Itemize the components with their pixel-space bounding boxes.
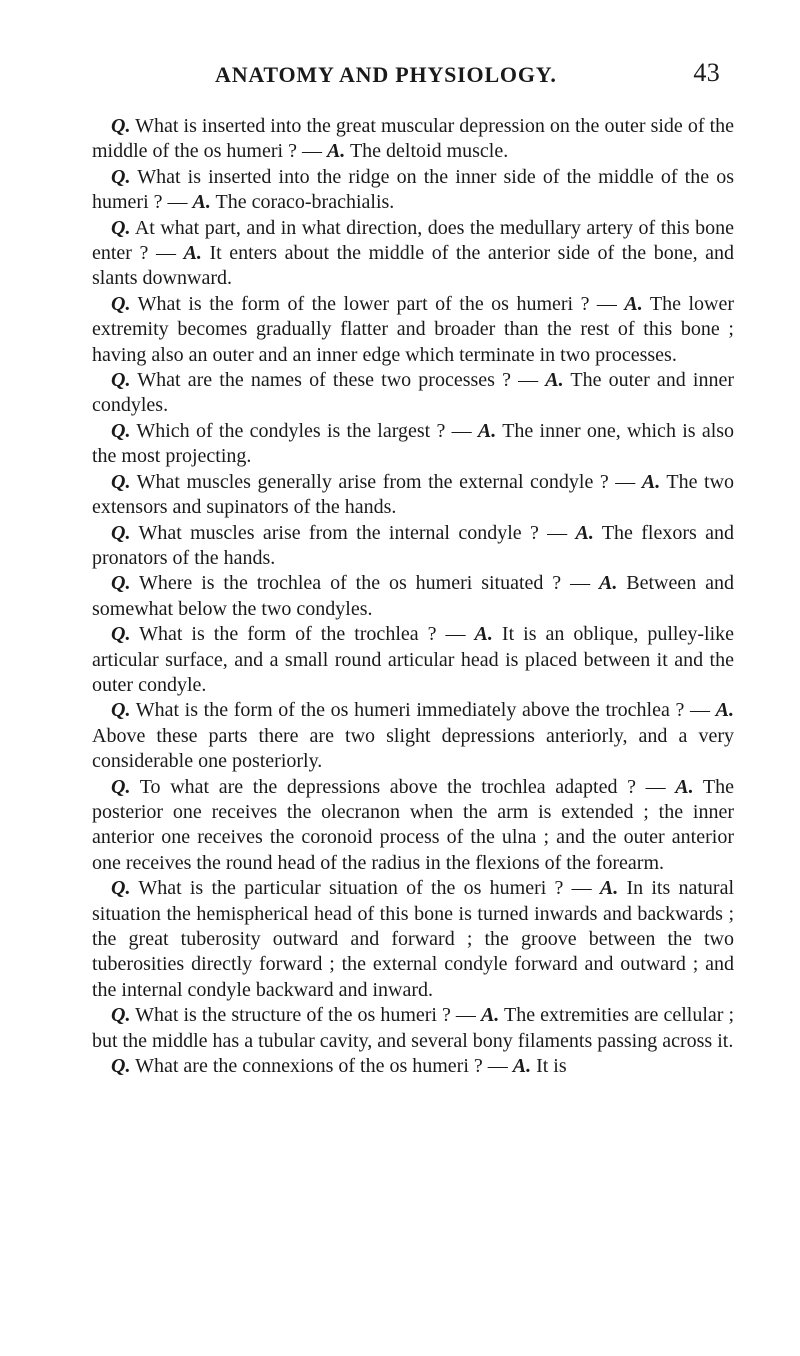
question-text: What is the form of the trochlea ? —: [139, 623, 466, 646]
answer-text: It enters about the middle of the anterior side of the bone, and slants downward.: [92, 242, 735, 290]
answer-text: Between and somewhat below the two condyles.: [92, 572, 734, 620]
qa-paragraph: [92, 1054, 734, 1079]
question-marker: Q.: [111, 115, 131, 137]
answer-marker: A.: [326, 140, 346, 163]
answer-marker: A.: [641, 470, 661, 493]
answer-marker: A.: [599, 877, 619, 900]
answer-text: In its natural situation the hemispherical head of this bone is turned inwards and backwards ; the great tuberosity outward and forward ; the groove between the two tuberosities directly forward ; the external condyle forward and outward ; and the internal condyle backward and inward.: [92, 877, 734, 1001]
answer-text: The flexors and pronators of the hands.: [92, 521, 735, 569]
qa-paragraph: [92, 521, 734, 572]
answer-marker: A.: [192, 191, 211, 214]
answer-marker: A.: [675, 775, 694, 798]
answer-text: The extremities are cellular ; but the middle has a tubular cavity, and several bony filaments passing across it.: [92, 1004, 735, 1052]
answer-marker: A.: [545, 369, 564, 392]
running-title: ANATOMY AND PHYSIOLOGY.: [215, 62, 557, 87]
answer-marker: A.: [715, 699, 735, 722]
question-marker: Q.: [111, 216, 131, 239]
answer-text: It is: [536, 1055, 567, 1078]
question-answer-text: [92, 114, 734, 1079]
question-marker: Q.: [111, 165, 131, 188]
question-marker: Q.: [111, 699, 131, 722]
qa-paragraph: [92, 292, 734, 368]
answer-text: The deltoid muscle.: [349, 140, 509, 163]
question-marker: Q.: [111, 419, 131, 442]
qa-paragraph: [92, 419, 734, 470]
question-text: What is inserted into the great muscular depression on the outer side of the middle of the os humeri ? —: [92, 115, 735, 163]
question-text: To what are the depressions above the trochlea adapted ? —: [139, 775, 666, 798]
answer-marker: A.: [575, 521, 594, 544]
question-text: What are the connexions of the os humeri ? —: [135, 1055, 508, 1078]
question-text: Where is the trochlea of the os humeri situated ? —: [139, 572, 591, 595]
page-number: 43: [693, 58, 720, 87]
answer-marker: A.: [477, 419, 497, 442]
qa-paragraph: [92, 114, 734, 165]
question-marker: Q.: [111, 1004, 131, 1027]
qa-paragraph: [92, 368, 734, 419]
answer-marker: A.: [624, 292, 643, 315]
question-text: At what part, and in what direction, does the medullary artery of this bone enter ? —: [92, 216, 734, 265]
question-text: Which of the condyles is the largest ? —: [136, 419, 472, 442]
question-text: What is the form of the lower part of the os humeri ? —: [137, 292, 617, 315]
question-marker: Q.: [111, 369, 131, 392]
answer-marker: A.: [599, 572, 618, 595]
qa-paragraph: [92, 622, 734, 698]
question-marker: Q.: [111, 292, 131, 315]
qa-paragraph: [92, 571, 734, 622]
qa-paragraph: [92, 165, 734, 216]
qa-paragraph: [92, 470, 734, 521]
answer-text: The posterior one receives the olecranon when the arm is extended ; the inner anterior one receives the coronoid process of the ulna ; and the outer anterior one receives the round head of the radius in the flexions of the forearm.: [92, 775, 734, 874]
question-marker: Q.: [111, 877, 131, 900]
qa-paragraph: [92, 698, 734, 774]
answer-marker: A.: [183, 242, 202, 265]
answer-marker: A.: [512, 1055, 532, 1078]
question-text: What is the particular situation of the os humeri ? —: [138, 877, 592, 900]
answer-text: The inner one, which is also the most projecting.: [92, 419, 735, 468]
answer-marker: A.: [474, 623, 493, 646]
question-text: What are the names of these two processes ? —: [137, 369, 539, 392]
question-marker: Q.: [111, 572, 131, 595]
answer-text: The coraco-brachialis.: [215, 191, 395, 214]
question-text: What muscles arise from the internal condyle ? —: [138, 521, 568, 544]
answer-marker: A.: [480, 1004, 500, 1027]
question-text: What muscles generally arise from the external condyle ? —: [136, 470, 636, 493]
question-marker: Q.: [111, 623, 131, 646]
question-text: What is the structure of the os humeri ? —: [135, 1004, 476, 1027]
answer-text: Above these parts there are two slight depressions anteriorly, and a very considerable one posteriorly.: [92, 724, 734, 773]
qa-paragraph: [92, 775, 734, 877]
answer-text: The lower extremity becomes gradually flatter and broader than the rest of this bone ; having also an outer and an inner edge which terminate in two processes.: [92, 292, 735, 366]
answer-text: It is an oblique, pulley-like articular surface, and a small round articular head is placed between it and the outer condyle.: [92, 623, 735, 696]
question-text: What is the form of the os humeri immediately above the trochlea ? —: [135, 699, 711, 722]
question-marker: Q.: [111, 521, 131, 544]
question-marker: Q.: [111, 470, 131, 493]
qa-paragraph: [92, 216, 734, 292]
qa-paragraph: [92, 876, 734, 1003]
question-text: What is inserted into the ridge on the inner side of the middle of the os humeri ? —: [92, 165, 734, 214]
question-marker: Q.: [111, 1055, 131, 1078]
qa-paragraph: [92, 1003, 734, 1054]
running-head: [215, 58, 720, 92]
answer-text: The outer and inner condyles.: [92, 369, 735, 417]
question-marker: Q.: [111, 775, 131, 798]
answer-text: The two extensors and supinators of the hands.: [92, 470, 735, 519]
